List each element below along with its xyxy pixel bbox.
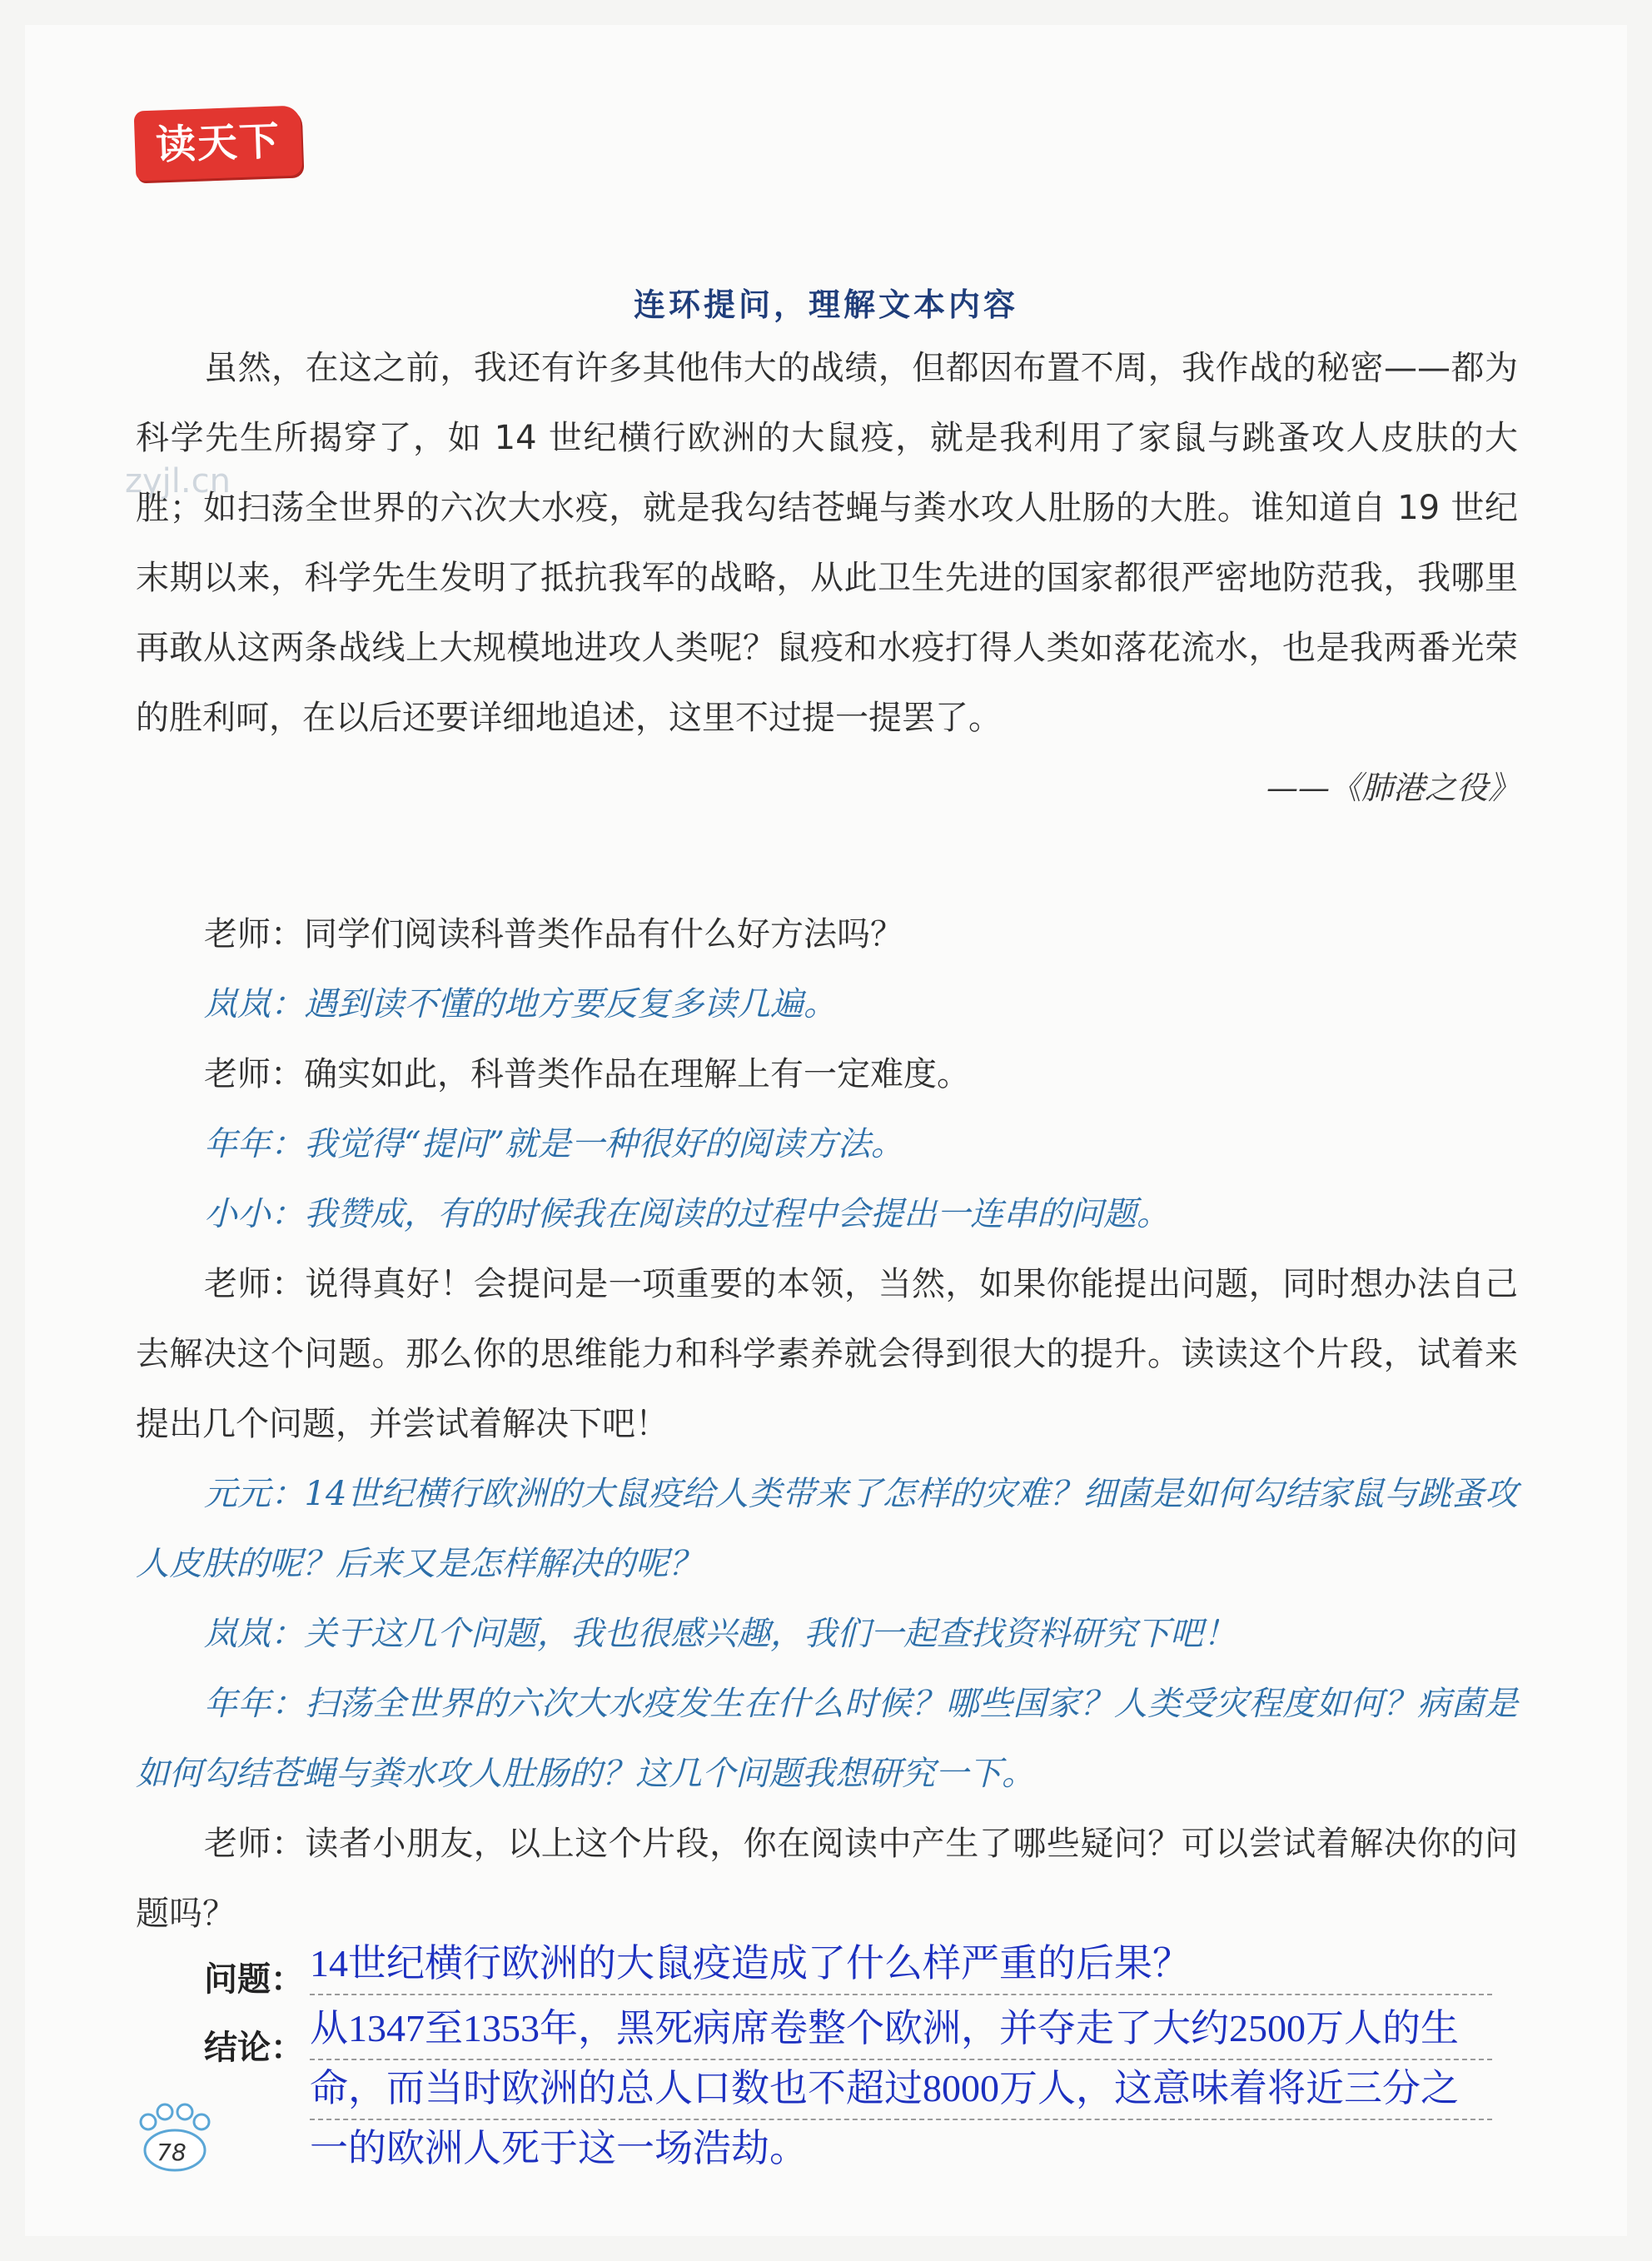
dialogue-line: 老师：确实如此，科普类作品在理解上有一定难度。 <box>204 1055 970 1093</box>
conclusion-answer: 从1347至1353年，黑死病席卷整个欧洲，并夺走了大约2500万人的生命，而当时欧洲的总人口数也不超过8000万人，这意味着将近三分之一的欧洲人死于这一场浩劫。 <box>310 2007 1459 2169</box>
passage-text: 虽然，在这之前，我还有许多其他伟大的战绩，但都因布置不周，我作战的秘密——都为科学先生所揭穿了，如 14 世纪横行欧洲的大鼠疫，就是我利用了家鼠与跳蚤攻人皮肤的大胜；如扫荡全世界的六次大水疫，就是我勾结苍蝇与粪水攻人肚肠的大胜。谁知道自 19 世纪末期以来，科学先生发明了抵抗我军的战略，从此卫生先进的国家都很严密地防范我，我哪里再敢从这两条战线上大规模地进攻人类呢？鼠疫和水疫打得人类如落花流水，也是我两番光荣的胜利呵，在以后还要详细地追述，这里不过提一提罢了。 <box>136 349 1518 737</box>
dialogue-line: 老师：说得真好！会提问是一项重要的本领，当然，如果你能提出问题，同时想办法自己去解决这个问题。那么你的思维能力和科学素养就会得到很大的提升。读读这个片段，试着来提出几个问题，并尝试着解决下吧！ <box>136 1265 1518 1443</box>
dialogue-line: 年年：扫荡全世界的六次大水疫发生在什么时候？哪些国家？人类受灾程度如何？病菌是如何勾结苍蝇与粪水攻人肚肠的？这几个问题我想研究一下。 <box>136 1685 1518 1793</box>
dialogue-line: 岚岚：关于这几个问题，我也很感兴趣，我们一起查找资料研究下吧！ <box>204 1615 1237 1653</box>
question-answer: 14世纪横行欧洲的大鼠疫造成了什么样严重的后果？ <box>310 1942 1191 1985</box>
section-title: 连环提问，理解文本内容 <box>633 286 1018 323</box>
answer-rule <box>310 2059 1492 2060</box>
dialogue-line: 老师：同学们阅读科普类作品有什么好方法吗？ <box>204 915 903 954</box>
passage-source: ——《肺港之役》 <box>1266 769 1520 806</box>
section-badge <box>134 106 303 182</box>
answer-rule <box>310 1994 1492 1995</box>
watermark: zyjl.cn <box>125 462 231 501</box>
answer-rule <box>310 2119 1492 2120</box>
dialogue-line: 小小：我赞成，有的时候我在阅读的过程中会提出一连串的问题。 <box>204 1195 1170 1233</box>
dialogue-line: 老师：读者小朋友，以上这个片段，你在阅读中产生了哪些疑问？可以尝试着解决你的问题吗？ <box>136 1825 1518 1933</box>
dialogue-line: 元元：14世纪横行欧洲的大鼠疫给人类带来了怎样的灾难？细菌是如何勾结家鼠与跳蚤攻人皮肤的呢？后来又是怎样解决的呢？ <box>136 1475 1518 1583</box>
page-number: 78 <box>157 2139 187 2166</box>
conclusion-label: 结论： <box>204 2029 304 2067</box>
dialogue-line: 年年：我觉得“提问”就是一种很好的阅读方法。 <box>204 1125 904 1163</box>
dialogue-line: 岚岚：遇到读不懂的地方要反复多读几遍。 <box>204 985 837 1023</box>
badge-label: 读天下 <box>155 117 281 169</box>
question-label: 问题： <box>204 1960 304 1999</box>
